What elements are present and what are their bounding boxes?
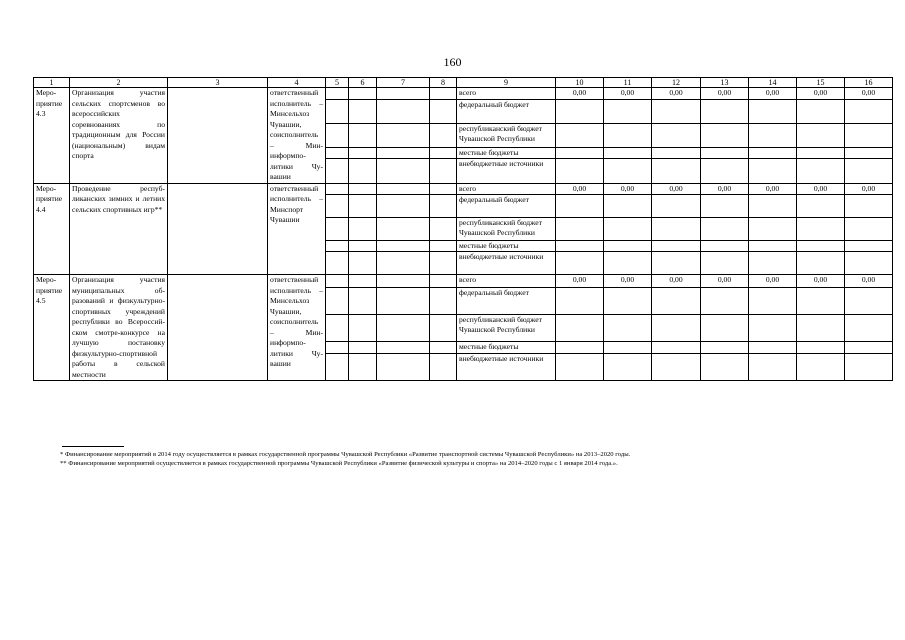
empty-cell xyxy=(326,159,349,183)
funding-amount: 0,00 xyxy=(604,88,652,100)
activity-name: Организация участия сельских спортсменов во всероссийских соревнованиях по традиционным для России (национальным) видам спорта xyxy=(70,88,168,184)
empty-cell xyxy=(349,241,377,252)
empty-cell xyxy=(845,354,893,381)
footnote-divider xyxy=(62,446,124,447)
empty-cell xyxy=(797,241,845,252)
funding-source: местные бюджеты xyxy=(457,241,556,252)
empty-cell xyxy=(652,354,701,381)
responsible-executor: ответственный исполнитель – Минсельхоз Чувашии, соисполнитель – Мининформполитики Чувашии xyxy=(268,88,326,184)
empty-cell xyxy=(326,218,349,241)
empty-cell xyxy=(652,218,701,241)
activity-number: Мероприятие 4.3 xyxy=(34,88,70,184)
empty-cell xyxy=(749,159,797,183)
empty-cell xyxy=(168,275,268,381)
empty-cell xyxy=(845,288,893,315)
funding-amount: 0,00 xyxy=(845,275,893,288)
funding-source: федеральный бюджет xyxy=(457,288,556,315)
empty-cell xyxy=(430,183,457,195)
empty-cell xyxy=(797,195,845,218)
activities-table xyxy=(33,77,893,381)
activity-number: Мероприятие 4.4 xyxy=(34,183,70,275)
empty-cell xyxy=(652,314,701,341)
column-number: 7 xyxy=(377,78,430,88)
empty-cell xyxy=(701,100,749,124)
empty-cell xyxy=(430,354,457,381)
empty-cell xyxy=(652,288,701,315)
funding-amount: 0,00 xyxy=(604,275,652,288)
empty-cell xyxy=(604,252,652,275)
empty-cell xyxy=(604,288,652,315)
empty-cell xyxy=(326,124,349,148)
empty-cell xyxy=(349,314,377,341)
empty-cell xyxy=(168,88,268,184)
funding-amount: 0,00 xyxy=(556,88,604,100)
page-number: 160 xyxy=(443,55,462,69)
empty-cell xyxy=(845,159,893,183)
empty-cell xyxy=(430,124,457,148)
responsible-executor: ответственный исполнитель – Минспорт Чувашии xyxy=(268,183,326,275)
funding-source: всего xyxy=(457,88,556,100)
empty-cell xyxy=(377,314,430,341)
funding-source: всего xyxy=(457,183,556,195)
empty-cell xyxy=(556,341,604,354)
empty-cell xyxy=(377,275,430,288)
empty-cell xyxy=(430,100,457,124)
funding-amount: 0,00 xyxy=(749,275,797,288)
empty-cell xyxy=(797,124,845,148)
empty-cell xyxy=(797,314,845,341)
empty-cell xyxy=(845,341,893,354)
empty-cell xyxy=(749,341,797,354)
empty-cell xyxy=(326,100,349,124)
empty-cell xyxy=(845,252,893,275)
empty-cell xyxy=(556,314,604,341)
funding-amount: 0,00 xyxy=(845,88,893,100)
empty-cell xyxy=(749,148,797,159)
empty-cell xyxy=(349,288,377,315)
empty-cell xyxy=(845,195,893,218)
empty-cell xyxy=(604,354,652,381)
funding-amount: 0,00 xyxy=(701,275,749,288)
empty-cell xyxy=(556,354,604,381)
column-number-row xyxy=(34,78,893,88)
empty-cell xyxy=(845,148,893,159)
column-number: 6 xyxy=(349,78,377,88)
empty-cell xyxy=(377,183,430,195)
funding-amount: 0,00 xyxy=(749,88,797,100)
empty-cell xyxy=(326,288,349,315)
column-number: 9 xyxy=(457,78,556,88)
empty-cell xyxy=(701,218,749,241)
empty-cell xyxy=(845,314,893,341)
funding-source: местные бюджеты xyxy=(457,148,556,159)
empty-cell xyxy=(430,314,457,341)
empty-cell xyxy=(701,195,749,218)
column-number: 15 xyxy=(797,78,845,88)
empty-cell xyxy=(326,341,349,354)
empty-cell xyxy=(556,124,604,148)
empty-cell xyxy=(168,183,268,275)
column-number: 5 xyxy=(326,78,349,88)
empty-cell xyxy=(326,183,349,195)
empty-cell xyxy=(326,252,349,275)
funding-source: федеральный бюджет xyxy=(457,195,556,218)
funding-amount: 0,00 xyxy=(797,275,845,288)
footnotes xyxy=(60,450,630,468)
empty-cell xyxy=(326,241,349,252)
empty-cell xyxy=(749,252,797,275)
empty-cell xyxy=(701,252,749,275)
empty-cell xyxy=(845,218,893,241)
empty-cell xyxy=(349,88,377,100)
empty-cell xyxy=(604,341,652,354)
empty-cell xyxy=(556,159,604,183)
column-number: 2 xyxy=(70,78,168,88)
empty-cell xyxy=(326,314,349,341)
empty-cell xyxy=(749,354,797,381)
empty-cell xyxy=(349,341,377,354)
funding-source: внебюджетные источники xyxy=(457,159,556,183)
funding-amount: 0,00 xyxy=(652,183,701,195)
funding-amount: 0,00 xyxy=(701,88,749,100)
empty-cell xyxy=(430,159,457,183)
funding-amount: 0,00 xyxy=(749,183,797,195)
empty-cell xyxy=(377,159,430,183)
empty-cell xyxy=(377,252,430,275)
empty-cell xyxy=(797,100,845,124)
empty-cell xyxy=(326,195,349,218)
empty-cell xyxy=(652,124,701,148)
empty-cell xyxy=(377,100,430,124)
empty-cell xyxy=(326,275,349,288)
funding-source: республиканский бюджет Чувашской Республики xyxy=(457,124,556,148)
activity-name: Организация участия муниципальных образований и физкультурно-спортивных учреждений республики во Всероссийском смотре-конкурсе на лучшую постановку физкультурно-спортивной работы в сельской местности xyxy=(70,275,168,381)
empty-cell xyxy=(326,148,349,159)
empty-cell xyxy=(349,159,377,183)
funding-source: федеральный бюджет xyxy=(457,100,556,124)
funding-amount: 0,00 xyxy=(652,275,701,288)
empty-cell xyxy=(604,218,652,241)
empty-cell xyxy=(797,354,845,381)
empty-cell xyxy=(749,124,797,148)
funding-source: внебюджетные источники xyxy=(457,354,556,381)
empty-cell xyxy=(845,100,893,124)
empty-cell xyxy=(349,354,377,381)
empty-cell xyxy=(430,275,457,288)
empty-cell xyxy=(701,241,749,252)
empty-cell xyxy=(556,218,604,241)
empty-cell xyxy=(430,341,457,354)
empty-cell xyxy=(349,252,377,275)
empty-cell xyxy=(701,148,749,159)
empty-cell xyxy=(604,195,652,218)
empty-cell xyxy=(430,88,457,100)
empty-cell xyxy=(377,354,430,381)
table-row xyxy=(34,88,893,100)
empty-cell xyxy=(556,241,604,252)
empty-cell xyxy=(797,159,845,183)
empty-cell xyxy=(326,354,349,381)
table-row xyxy=(34,275,893,288)
empty-cell xyxy=(749,195,797,218)
funding-amount: 0,00 xyxy=(652,88,701,100)
empty-cell xyxy=(430,148,457,159)
empty-cell xyxy=(652,252,701,275)
empty-cell xyxy=(556,195,604,218)
empty-cell xyxy=(701,354,749,381)
empty-cell xyxy=(652,195,701,218)
empty-cell xyxy=(377,88,430,100)
empty-cell xyxy=(556,100,604,124)
funding-amount: 0,00 xyxy=(797,88,845,100)
empty-cell xyxy=(604,159,652,183)
empty-cell xyxy=(349,148,377,159)
funding-amount: 0,00 xyxy=(556,183,604,195)
funding-amount: 0,00 xyxy=(845,183,893,195)
empty-cell xyxy=(377,195,430,218)
empty-cell xyxy=(377,148,430,159)
empty-cell xyxy=(430,195,457,218)
funding-amount: 0,00 xyxy=(556,275,604,288)
empty-cell xyxy=(349,183,377,195)
empty-cell xyxy=(604,100,652,124)
funding-source: местные бюджеты xyxy=(457,341,556,354)
funding-source: республиканский бюджет Чувашской Республики xyxy=(457,218,556,241)
empty-cell xyxy=(701,124,749,148)
empty-cell xyxy=(749,100,797,124)
responsible-executor: ответственный исполнитель – Минсельхоз Чувашии, соисполнитель – Мининформполитики Чувашии xyxy=(268,275,326,381)
column-number: 11 xyxy=(604,78,652,88)
column-number: 8 xyxy=(430,78,457,88)
empty-cell xyxy=(377,124,430,148)
empty-cell xyxy=(349,100,377,124)
empty-cell xyxy=(701,288,749,315)
empty-cell xyxy=(749,218,797,241)
empty-cell xyxy=(845,124,893,148)
funding-source: всего xyxy=(457,275,556,288)
empty-cell xyxy=(349,124,377,148)
footnote: ** Финансирование мероприятий осуществляется в рамках государственной программы Чувашской Республики «Развитие физической культуры и спорта» на 2014–2020 годы с 1 января 2014 года.». xyxy=(60,460,618,467)
empty-cell xyxy=(349,195,377,218)
footnote: * Финансирование мероприятий в 2014 году осуществляется в рамках государственной программы Чувашской Республики «Развитие транспортной системы Чувашской Республики» на 2013–2020 годы. xyxy=(60,451,631,458)
empty-cell xyxy=(430,241,457,252)
column-number: 10 xyxy=(556,78,604,88)
empty-cell xyxy=(797,148,845,159)
empty-cell xyxy=(556,148,604,159)
empty-cell xyxy=(652,100,701,124)
table-row xyxy=(34,183,893,195)
empty-cell xyxy=(845,241,893,252)
funding-source: внебюджетные источники xyxy=(457,252,556,275)
empty-cell xyxy=(797,218,845,241)
empty-cell xyxy=(701,314,749,341)
activity-name: Проведение республиканских зимних и летних сельских спортивных игр** xyxy=(70,183,168,275)
column-number: 1 xyxy=(34,78,70,88)
empty-cell xyxy=(749,288,797,315)
empty-cell xyxy=(797,252,845,275)
column-number: 3 xyxy=(168,78,268,88)
funding-amount: 0,00 xyxy=(604,183,652,195)
funding-source: республиканский бюджет Чувашской Республики xyxy=(457,314,556,341)
empty-cell xyxy=(701,341,749,354)
funding-amount: 0,00 xyxy=(797,183,845,195)
empty-cell xyxy=(556,252,604,275)
column-number: 16 xyxy=(845,78,893,88)
empty-cell xyxy=(652,159,701,183)
empty-cell xyxy=(652,148,701,159)
funding-amount: 0,00 xyxy=(701,183,749,195)
empty-cell xyxy=(749,314,797,341)
empty-cell xyxy=(652,341,701,354)
empty-cell xyxy=(652,241,701,252)
empty-cell xyxy=(349,218,377,241)
empty-cell xyxy=(701,159,749,183)
column-number: 13 xyxy=(701,78,749,88)
empty-cell xyxy=(604,148,652,159)
empty-cell xyxy=(377,288,430,315)
empty-cell xyxy=(797,341,845,354)
empty-cell xyxy=(749,241,797,252)
column-number: 14 xyxy=(749,78,797,88)
empty-cell xyxy=(604,314,652,341)
empty-cell xyxy=(377,341,430,354)
empty-cell xyxy=(556,288,604,315)
column-number: 4 xyxy=(268,78,326,88)
empty-cell xyxy=(604,124,652,148)
empty-cell xyxy=(797,288,845,315)
empty-cell xyxy=(430,218,457,241)
empty-cell xyxy=(430,288,457,315)
empty-cell xyxy=(326,88,349,100)
empty-cell xyxy=(349,275,377,288)
empty-cell xyxy=(430,252,457,275)
activity-number: Мероприятие 4.5 xyxy=(34,275,70,381)
empty-cell xyxy=(377,241,430,252)
column-number: 12 xyxy=(652,78,701,88)
empty-cell xyxy=(604,241,652,252)
empty-cell xyxy=(377,218,430,241)
